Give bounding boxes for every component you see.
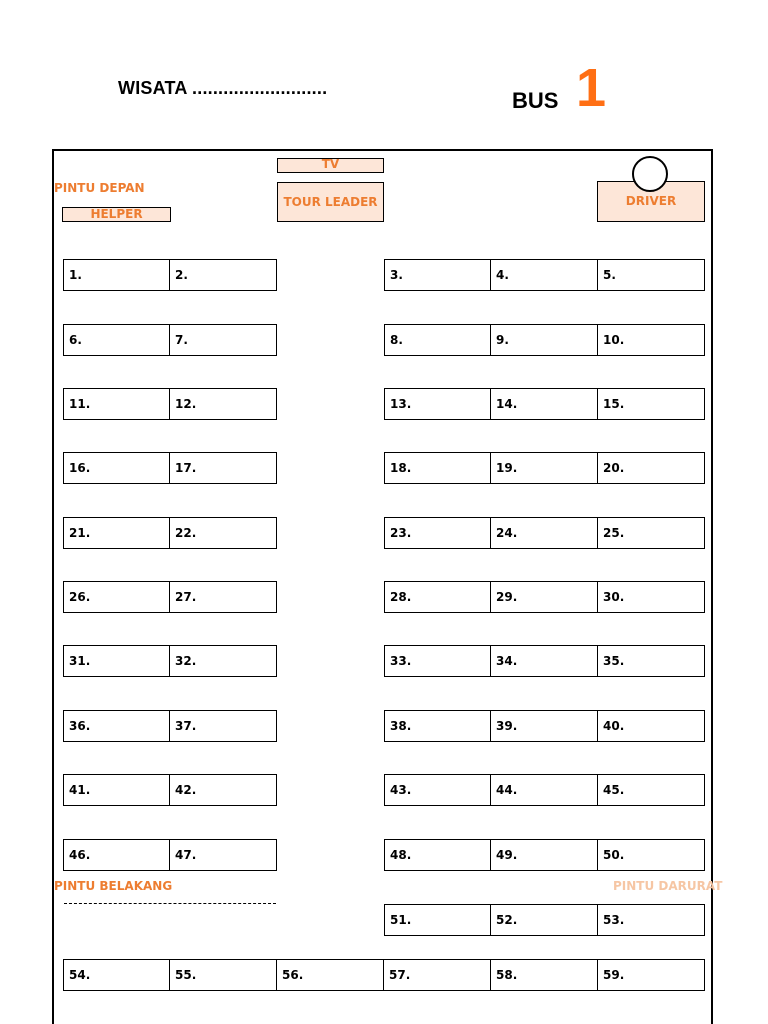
seat[interactable]: 30.	[598, 581, 705, 613]
seat[interactable]: 46.	[63, 839, 170, 871]
seat[interactable]: 23.	[384, 517, 491, 549]
seat[interactable]: 56.	[277, 959, 384, 991]
seat[interactable]: 12.	[170, 388, 277, 420]
seat[interactable]: 41.	[63, 774, 170, 806]
seat[interactable]: 21.	[63, 517, 170, 549]
seat[interactable]: 25.	[598, 517, 705, 549]
seat[interactable]: 24.	[491, 517, 598, 549]
seat[interactable]: 36.	[63, 710, 170, 742]
seat[interactable]: 40.	[598, 710, 705, 742]
seat[interactable]: 33.	[384, 645, 491, 677]
seat[interactable]: 32.	[170, 645, 277, 677]
seat[interactable]: 5.	[598, 259, 705, 291]
seat[interactable]: 47.	[170, 839, 277, 871]
seat[interactable]: 57.	[384, 959, 491, 991]
seat[interactable]: 19.	[491, 452, 598, 484]
seat[interactable]: 42.	[170, 774, 277, 806]
rear-door-divider	[64, 903, 276, 904]
seat[interactable]: 26.	[63, 581, 170, 613]
seat[interactable]: 58.	[491, 959, 598, 991]
seat[interactable]: 55.	[170, 959, 277, 991]
trip-title: WISATA ..........................	[118, 78, 328, 98]
seat[interactable]: 52.	[491, 904, 598, 936]
bus-label: BUS	[512, 88, 559, 113]
seat[interactable]: 11.	[63, 388, 170, 420]
seat[interactable]: 6.	[63, 324, 170, 356]
helper-seat[interactable]: HELPER	[62, 207, 171, 222]
seat[interactable]: 9.	[491, 324, 598, 356]
seat[interactable]: 15.	[598, 388, 705, 420]
emergency-door-label: PINTU DARURAT	[613, 879, 723, 893]
seat[interactable]: 48.	[384, 839, 491, 871]
bus-number: 1	[576, 58, 607, 118]
front-door-label: PINTU DEPAN	[54, 181, 145, 195]
steering-wheel-icon	[632, 156, 668, 192]
seat[interactable]: 13.	[384, 388, 491, 420]
seat[interactable]: 51.	[384, 904, 491, 936]
seat[interactable]: 4.	[491, 259, 598, 291]
seat[interactable]: 29.	[491, 581, 598, 613]
seat[interactable]: 7.	[170, 324, 277, 356]
seat[interactable]: 44.	[491, 774, 598, 806]
seat[interactable]: 20.	[598, 452, 705, 484]
seat[interactable]: 34.	[491, 645, 598, 677]
seat[interactable]: 22.	[170, 517, 277, 549]
seat[interactable]: 16.	[63, 452, 170, 484]
seat[interactable]: 2.	[170, 259, 277, 291]
seat[interactable]: 3.	[384, 259, 491, 291]
seat[interactable]: 54.	[63, 959, 170, 991]
seat[interactable]: 50.	[598, 839, 705, 871]
seat[interactable]: 17.	[170, 452, 277, 484]
seat[interactable]: 37.	[170, 710, 277, 742]
seat[interactable]: 31.	[63, 645, 170, 677]
seat[interactable]: 10.	[598, 324, 705, 356]
seat[interactable]: 8.	[384, 324, 491, 356]
seat[interactable]: 35.	[598, 645, 705, 677]
tour-leader-seat[interactable]: TOUR LEADER	[277, 182, 384, 222]
seat[interactable]: 38.	[384, 710, 491, 742]
seat[interactable]: 14.	[491, 388, 598, 420]
seat[interactable]: 39.	[491, 710, 598, 742]
seat[interactable]: 18.	[384, 452, 491, 484]
seat[interactable]: 43.	[384, 774, 491, 806]
seat[interactable]: 49.	[491, 839, 598, 871]
seat[interactable]: 27.	[170, 581, 277, 613]
rear-door-label: PINTU BELAKANG	[54, 879, 173, 893]
driver-seat[interactable]: DRIVER	[597, 181, 705, 222]
seat[interactable]: 1.	[63, 259, 170, 291]
seat[interactable]: 53.	[598, 904, 705, 936]
tv-box: TV	[277, 158, 384, 173]
seat[interactable]: 28.	[384, 581, 491, 613]
seat[interactable]: 45.	[598, 774, 705, 806]
seat[interactable]: 59.	[598, 959, 705, 991]
